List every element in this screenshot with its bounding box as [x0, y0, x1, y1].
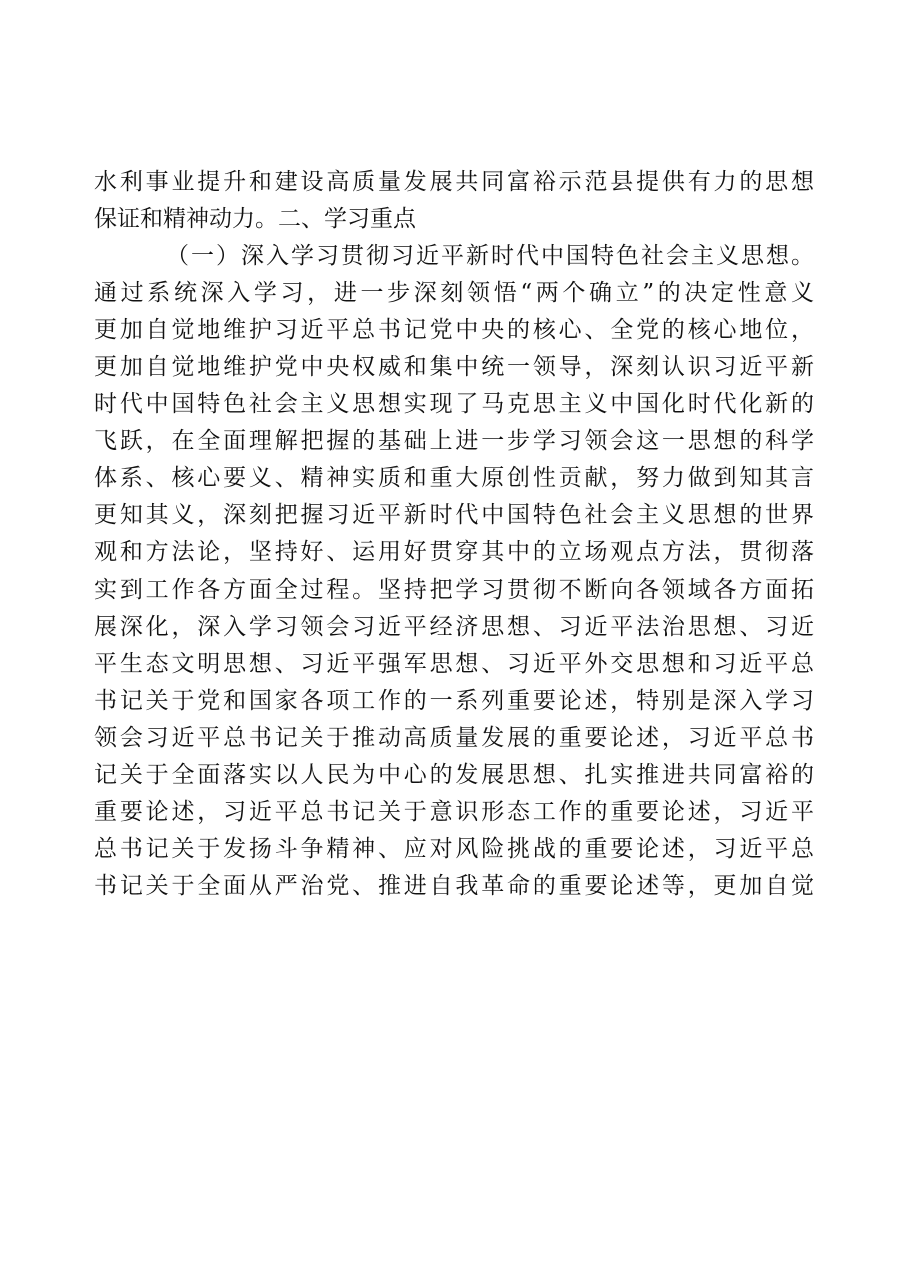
text-line: 更加自觉地维护习近平总书记党中央的核心、全党的核心地位， — [94, 317, 814, 344]
text-line: 观和方法论，坚持好、运用好贯穿其中的立场观点方法，贯彻落 — [94, 539, 814, 566]
text-line: 平生态文明思想、习近平强军思想、习近平外交思想和习近平总 — [94, 650, 814, 677]
text-line: 飞跃，在全面理解把握的基础上进一步学习领会这一思想的科学 — [94, 428, 814, 455]
text-line: 实到工作各方面全过程。坚持把学习贯彻不断向各领域各方面拓 — [94, 576, 814, 603]
text-line: 领会习近平总书记关于推动高质量发展的重要论述，习近平总书 — [94, 724, 814, 751]
text-line: 书记关于全面从严治党、推进自我革命的重要论述等，更加自觉 — [94, 872, 814, 899]
section-heading-line: （一）深入学习贯彻习近平新时代中国特色社会主义思想。 — [166, 243, 814, 270]
text-line: 通过系统深入学习，进一步深刻领悟“两个确立”的决定性意义 — [94, 280, 814, 307]
text-line: 记关于全面落实以人民为中心的发展思想、扎实推进共同富裕的 — [94, 761, 814, 788]
text-line: 体系、核心要义、精神实质和重大原创性贡献，努力做到知其言 — [94, 465, 814, 492]
text-line: 重要论述，习近平总书记关于意识形态工作的重要论述，习近平 — [94, 798, 814, 825]
text-line: 总书记关于发扬斗争精神、应对风险挑战的重要论述，习近平总 — [94, 835, 814, 862]
text-line: 水利事业提升和建设高质量发展共同富裕示范县提供有力的思想 — [94, 169, 814, 195]
body-text — [94, 164, 814, 905]
text-line: 保证和精神动力。二、学习重点 — [94, 206, 416, 233]
text-line: 更加自觉地维护党中央权威和集中统一领导，深刻认识习近平新 — [94, 354, 814, 381]
text-line: 时代中国特色社会主义思想实现了马克思主义中国化时代化新的 — [94, 391, 814, 418]
text-line: 书记关于党和国家各项工作的一系列重要论述，特别是深入学习 — [94, 687, 814, 714]
text-line: 展深化，深入学习领会习近平经济思想、习近平法治思想、习近 — [94, 613, 814, 640]
text-line: 更知其义，深刻把握习近平新时代中国特色社会主义思想的世界 — [94, 502, 814, 529]
